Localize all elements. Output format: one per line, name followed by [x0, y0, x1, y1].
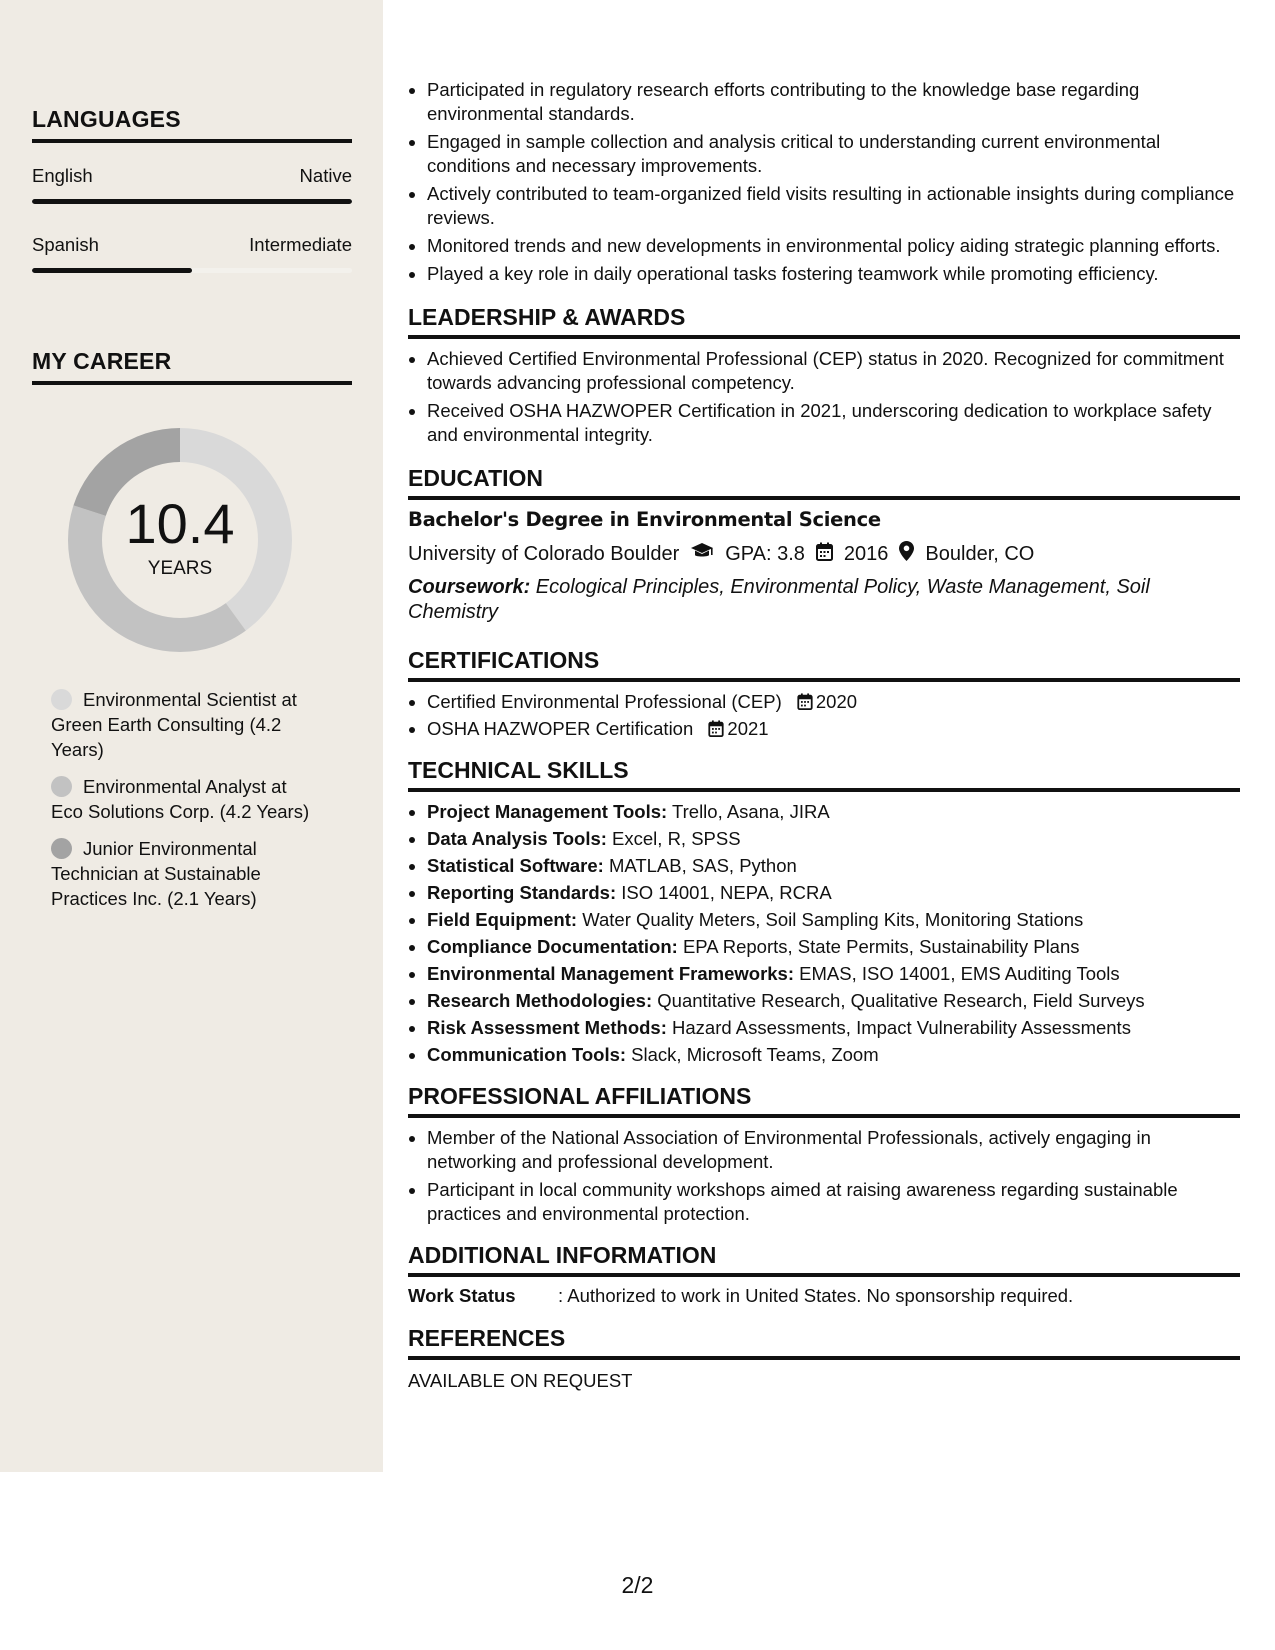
- certifications-list: [408, 690, 1240, 741]
- references-title: REFERENCES: [408, 1325, 1240, 1360]
- experience-bullet: • Participated in regulatory research efforts contributing to the knowledge base regarding environmental standards.: [427, 78, 1240, 126]
- legend-dot-icon: [51, 776, 72, 797]
- education-section: [408, 465, 1240, 625]
- education-location: Boulder, CO: [925, 542, 1035, 565]
- skill-item: [427, 935, 1240, 959]
- language-level: Native: [299, 165, 352, 186]
- leadership-list: [408, 347, 1240, 447]
- calendar-icon: [816, 542, 833, 567]
- leadership-title: LEADERSHIP & AWARDS: [408, 304, 1240, 339]
- sidebar: [0, 0, 383, 1472]
- certification-year: 2020: [815, 691, 858, 712]
- skill-label: Environmental Management Frameworks:: [427, 963, 795, 984]
- experience-bullet: • Played a key role in daily operational tasks fostering teamwork while promoting efficiency.: [427, 262, 1240, 286]
- work-status-value: : Authorized to work in United States. No sponsorship required.: [558, 1285, 1074, 1306]
- language-bar-fill: [32, 199, 352, 204]
- education-coursework: [408, 575, 1240, 625]
- map-pin-icon: [899, 541, 914, 567]
- certification-name: OSHA HAZWOPER Certification: [427, 718, 694, 739]
- coursework-text: Ecological Principles, Environmental Policy, Waste Management, Soil Chemistry: [408, 576, 1150, 623]
- skill-value: Slack, Microsoft Teams, Zoom: [626, 1044, 879, 1065]
- education-school: University of Colorado Boulder: [408, 542, 680, 565]
- education-degree: Bachelor's Degree in Environmental Science: [408, 508, 881, 531]
- skill-item: [427, 962, 1240, 986]
- skill-value: Hazard Assessments, Impact Vulnerability Assessments: [666, 1017, 1131, 1038]
- language-bar-spanish: [32, 268, 352, 273]
- language-bar-english: [32, 199, 352, 204]
- career-legend-label: Junior Environmental Technician at Sustainable Practices Inc. (2.1 Years): [51, 838, 261, 909]
- experience-bullet: • Engaged in sample collection and analysis critical to understanding current environmental conditions and necessary improvements.: [427, 130, 1240, 178]
- certification-year: 2021: [727, 718, 769, 739]
- language-row-english: [32, 165, 352, 187]
- page-number: 2/2: [621, 1572, 654, 1598]
- certification-year-wrap: [797, 691, 857, 712]
- career-heading: MY CAREER: [32, 348, 352, 385]
- education-gpa: GPA: 3.8: [725, 542, 805, 565]
- certification-year-wrap: [708, 718, 768, 739]
- leadership-item: • Achieved Certified Environmental Professional (CEP) status in 2020. Recognized for commitment towards advancing professional competency.: [427, 347, 1240, 395]
- skill-value: EMAS, ISO 14001, EMS Auditing Tools: [794, 963, 1120, 984]
- legend-dot-icon: [51, 689, 72, 710]
- references-section: [408, 1325, 1240, 1392]
- language-row-spanish: [32, 234, 352, 256]
- skill-value: EPA Reports, State Permits, Sustainability Plans: [677, 936, 1080, 957]
- affiliations-title: PROFESSIONAL AFFILIATIONS: [408, 1083, 1240, 1118]
- skill-item: [427, 1016, 1240, 1040]
- skills-title: TECHNICAL SKILLS: [408, 757, 1240, 792]
- career-legend-item: [51, 687, 321, 762]
- skill-label: Project Management Tools:: [427, 801, 668, 822]
- education-year: 2016: [843, 542, 889, 565]
- certifications-title: CERTIFICATIONS: [408, 647, 1240, 682]
- skill-item: [427, 908, 1240, 932]
- certification-name: Certified Environmental Professional (CEP): [427, 691, 782, 712]
- career-legend-item: [51, 836, 321, 911]
- career-total-years: 10.4: [125, 492, 235, 555]
- skill-item: [427, 1043, 1240, 1067]
- leadership-section: [408, 304, 1240, 447]
- skill-label: Research Methodologies:: [427, 990, 653, 1011]
- affiliations-list: [408, 1126, 1240, 1226]
- experience-bullets: [408, 78, 1240, 286]
- skill-label: Field Equipment:: [427, 909, 578, 930]
- skill-item: [427, 854, 1240, 878]
- language-name: English: [32, 165, 93, 186]
- skills-list: [408, 800, 1240, 1067]
- work-status-label: Work Status: [408, 1285, 516, 1306]
- career-legend-label: Environmental Analyst at Eco Solutions Corp. (4.2 Years): [51, 776, 310, 822]
- affiliations-section: [408, 1083, 1240, 1226]
- affiliation-item: • Participant in local community workshops aimed at raising awareness regarding sustainable practices and environmental protection.: [427, 1178, 1240, 1226]
- skill-label: Reporting Standards:: [427, 882, 617, 903]
- skill-value: Water Quality Meters, Soil Sampling Kits, Monitoring Stations: [577, 909, 1084, 930]
- skill-label: Risk Assessment Methods:: [427, 1017, 667, 1038]
- languages-heading: LANGUAGES: [32, 106, 352, 143]
- calendar-icon: [797, 693, 813, 710]
- references-text: AVAILABLE ON REQUEST: [408, 1370, 633, 1391]
- language-bar-fill: [32, 268, 192, 273]
- calendar-icon: [708, 720, 724, 737]
- work-status-row: [408, 1285, 1240, 1307]
- education-details: [408, 541, 1240, 567]
- skill-value: Excel, R, SPSS: [606, 828, 741, 849]
- education-title: EDUCATION: [408, 465, 1240, 500]
- certifications-section: [408, 647, 1240, 741]
- skill-label: Data Analysis Tools:: [427, 828, 607, 849]
- main-content: [408, 78, 1240, 1392]
- skill-value: MATLAB, SAS, Python: [603, 855, 797, 876]
- career-legend-item: [51, 774, 321, 824]
- career-legend: [51, 687, 321, 923]
- skills-section: [408, 757, 1240, 1067]
- skill-label: Statistical Software:: [427, 855, 604, 876]
- additional-section: [408, 1242, 1240, 1307]
- career-section: [32, 348, 352, 385]
- donut-center: [66, 426, 294, 654]
- career-legend-label: Environmental Scientist at Green Earth Consulting (4.2 Years): [51, 689, 297, 760]
- affiliation-item: • Member of the National Association of Environmental Professionals, actively engaging in networking and professional development.: [427, 1126, 1240, 1174]
- career-total-unit: YEARS: [147, 558, 213, 579]
- legend-dot-icon: [51, 838, 72, 859]
- skill-item: [427, 881, 1240, 905]
- experience-bullet: • Actively contributed to team-organized field visits resulting in actionable insights during compliance reviews.: [427, 182, 1240, 230]
- language-level: Intermediate: [249, 234, 352, 255]
- languages-section: [32, 106, 352, 273]
- career-donut-chart: [66, 426, 294, 654]
- skill-item: [427, 800, 1240, 824]
- language-name: Spanish: [32, 234, 99, 255]
- certification-item: [427, 717, 1240, 741]
- coursework-label: Coursework:: [408, 576, 531, 598]
- leadership-item: • Received OSHA HAZWOPER Certification in 2021, underscoring dedication to workplace safety and environmental integrity.: [427, 399, 1240, 447]
- skill-value: Trello, Asana, JIRA: [667, 801, 830, 822]
- experience-bullet: • Monitored trends and new developments in environmental policy aiding strategic planning efforts.: [427, 234, 1240, 258]
- skill-value: Quantitative Research, Qualitative Research, Field Surveys: [652, 990, 1145, 1011]
- additional-title: ADDITIONAL INFORMATION: [408, 1242, 1240, 1277]
- skill-item: [427, 989, 1240, 1013]
- skill-label: Communication Tools:: [427, 1044, 627, 1065]
- skill-value: ISO 14001, NEPA, RCRA: [616, 882, 832, 903]
- skill-item: [427, 827, 1240, 851]
- graduation-cap-icon: [690, 542, 714, 566]
- certification-item: [427, 690, 1240, 714]
- skill-label: Compliance Documentation:: [427, 936, 678, 957]
